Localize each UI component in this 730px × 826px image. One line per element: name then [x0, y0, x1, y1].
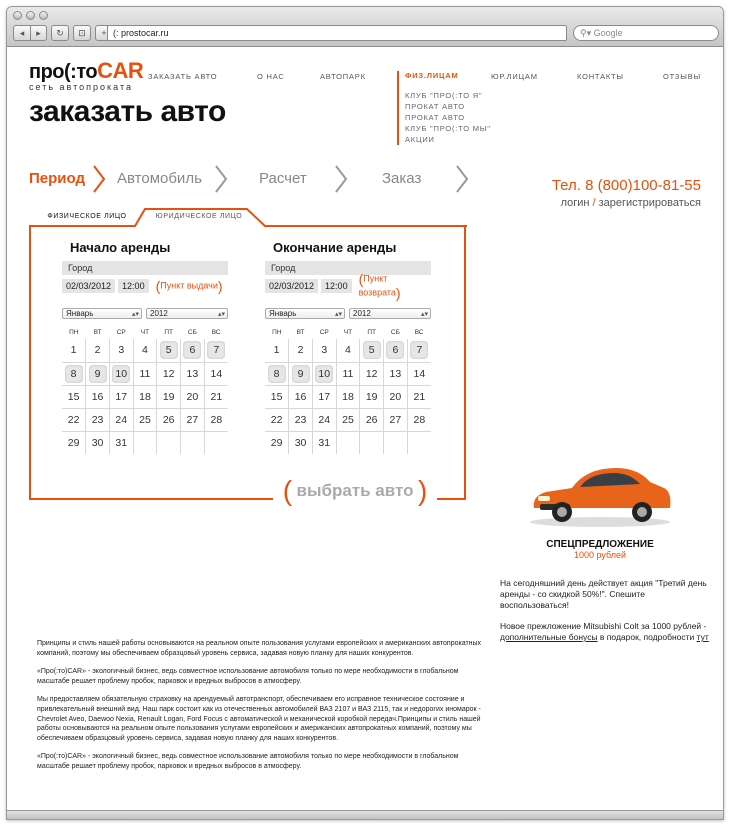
special-offer-title: СПЕЦПРЕДЛОЖЕНИЕ: [546, 539, 654, 550]
site-icon: (:: [113, 28, 119, 38]
calendar-empty-cell: [336, 431, 360, 454]
calendar-day[interactable]: 23: [289, 408, 313, 431]
login-link[interactable]: логин: [560, 197, 590, 209]
calendar-day[interactable]: 19: [157, 385, 181, 408]
back-button[interactable]: [13, 25, 30, 41]
calendar-day[interactable]: 1: [265, 339, 289, 362]
weekday-label: ВС: [414, 328, 424, 336]
return-point-link[interactable]: (Пункт возврата): [358, 271, 401, 301]
start-month-select[interactable]: Январь ▴▾: [62, 308, 142, 319]
zoom-window-button[interactable]: [39, 11, 48, 20]
calendar-day[interactable]: 18: [336, 385, 360, 408]
calendar-day[interactable]: 25: [133, 408, 157, 431]
car-image[interactable]: [520, 460, 680, 530]
search-input[interactable]: [573, 25, 719, 41]
register-link[interactable]: зарегистрироваться: [598, 197, 701, 209]
calendar-day[interactable]: 30: [86, 431, 110, 454]
auth-links: [561, 197, 701, 209]
calendar-week: [265, 408, 431, 431]
calendar-day[interactable]: 2: [86, 339, 110, 362]
promo-text-1: На сегодняшний день действует акция "Третий день аренды - со скидкой 50%!". Спешите воспользоваться!: [500, 578, 707, 610]
page-title: заказать авто: [29, 95, 226, 128]
client-type-tabs: [29, 207, 469, 227]
promo-text: На сегодняшний день действует акция "Третий день аренды - со скидкой 50%!". Спешите воспользоваться! Новое прежложение Mitsubishi Colt за 1000 рублей - дополнительные бонусы в подарок, подробности тут: [500, 578, 712, 643]
calendar-week: [265, 362, 431, 385]
order-steps: [29, 164, 489, 194]
paragraph: «Про(:то)CAR» - экологичный бизнес, ведь совместное использование автомобиля только по мере необходимости в глобальном масштабе решает проблему пробок, парковок и вредных выбросов в атмосферу.: [37, 753, 459, 770]
nav-individuals[interactable]: ФИЗ.ЛИЦАМ: [405, 71, 459, 80]
calendar-day[interactable]: 26: [157, 408, 181, 431]
calendar-empty-cell: [360, 431, 384, 454]
calendar-empty-cell: [407, 431, 431, 454]
calendar-day[interactable]: 2: [289, 339, 313, 362]
calendar-day[interactable]: 14: [204, 362, 228, 385]
details-link[interactable]: тут: [696, 632, 709, 642]
logo-part2: CAR: [97, 58, 144, 83]
window-bottom-bar: [7, 810, 723, 819]
plus-icon: +: [101, 28, 107, 38]
logo-subtitle: сеть автопроката: [29, 82, 133, 92]
weekday-label: ВС: [211, 328, 221, 336]
rental-period-panel: [29, 226, 466, 500]
calendar-day[interactable]: 11: [336, 362, 360, 385]
calendar-day[interactable]: 20: [384, 385, 408, 408]
calendar-day[interactable]: 29: [62, 431, 86, 454]
start-calendar: [62, 240, 228, 454]
select-arrow-icon: ▴▾: [131, 311, 139, 318]
end-city-field[interactable]: Город: [265, 261, 431, 275]
calendar-empty-cell: [157, 431, 181, 454]
weekday-label: ПТ: [367, 328, 376, 336]
select-arrow-icon: ▴▾: [217, 311, 225, 318]
browser-window: [6, 6, 724, 820]
weekday-label: ПН: [69, 328, 79, 336]
submenu-item[interactable]: КЛУБ "ПРО(:ТО МЫ": [405, 124, 491, 133]
close-window-button[interactable]: [13, 11, 22, 20]
submenu-item[interactable]: ПРОКАТ АВТО: [405, 102, 465, 111]
nav-contacts[interactable]: КОНТАКТЫ: [577, 72, 624, 81]
chevron-right-icon: [213, 164, 229, 194]
submenu-item[interactable]: ПРОКАТ АВТО: [405, 113, 465, 122]
weekday-label: ВТ: [93, 328, 102, 336]
calendar-day[interactable]: 9: [289, 362, 313, 385]
calendar-day[interactable]: 20: [181, 385, 205, 408]
nav-fleet[interactable]: АВТОПАРК: [320, 72, 366, 81]
calendar-day[interactable]: 5: [157, 339, 181, 362]
calendar-day[interactable]: 4: [336, 339, 360, 362]
auth-separator: /: [592, 197, 596, 209]
calendar-day[interactable]: 31: [312, 431, 336, 454]
choose-car-button[interactable]: ( выбрать авто ): [273, 477, 437, 507]
pickup-point-link[interactable]: (Пункт выдачи): [155, 278, 223, 294]
calendar-day[interactable]: 27: [181, 408, 205, 431]
minimize-window-button[interactable]: [26, 11, 35, 20]
end-calendar: [265, 240, 431, 454]
calendar-empty-cell: [181, 431, 205, 454]
calendar-day[interactable]: 22: [62, 408, 86, 431]
calendar-day[interactable]: 4: [133, 339, 157, 362]
nav-reviews[interactable]: ОТЗЫВЫ: [663, 72, 701, 81]
tabs-icon: ⊡: [78, 27, 86, 38]
calendar-day[interactable]: 21: [204, 385, 228, 408]
calendar-day[interactable]: 18: [133, 385, 157, 408]
end-title: Окончание аренды: [273, 240, 397, 255]
weekday-label: СБ: [187, 328, 197, 336]
calendar-day[interactable]: 10: [109, 362, 133, 385]
weekday-label: ПН: [272, 328, 282, 336]
individuals-submenu: [397, 71, 491, 145]
nav-order[interactable]: ЗАКАЗАТЬ АВТО: [148, 72, 218, 81]
calendar-week: [265, 385, 431, 408]
select-arrow-icon: ▴▾: [420, 311, 428, 318]
start-time-field[interactable]: 12:00: [118, 279, 149, 293]
calendar-day[interactable]: 10: [312, 362, 336, 385]
chevron-right-icon: [454, 164, 470, 194]
special-offer: [500, 460, 700, 560]
step-car[interactable]: Автомобиль: [117, 170, 202, 187]
reload-button[interactable]: [51, 25, 69, 41]
window-controls: [13, 11, 48, 20]
calendar-week: [62, 408, 228, 431]
calendar-day[interactable]: 31: [109, 431, 133, 454]
weekday-label: СБ: [390, 328, 400, 336]
calendar-day[interactable]: 11: [133, 362, 157, 385]
nav-about[interactable]: О НАС: [257, 72, 285, 81]
tabs-button[interactable]: [73, 25, 91, 41]
calendar-day[interactable]: 13: [181, 362, 205, 385]
calendar-empty-cell: [204, 431, 228, 454]
calendar-day[interactable]: 30: [289, 431, 313, 454]
calendar-day[interactable]: 24: [312, 408, 336, 431]
phone-number: Тел. 8 (800)100-81-55: [551, 177, 701, 194]
select-arrow-icon: ▴▾: [334, 311, 342, 318]
paragraph: Принципы и стиль нашей работы основываются на реальном опыте пользования услугами европейских и американских автопрокатных компаний, поэтому мы обеспечиваем образцовый уровень сервиса, задавая новую планку для наших конкурентов.: [37, 640, 482, 657]
calendar-day[interactable]: 16: [289, 385, 313, 408]
calendar-day[interactable]: 27: [384, 408, 408, 431]
calendar-day[interactable]: 29: [265, 431, 289, 454]
end-time-field[interactable]: 12:00: [321, 279, 352, 293]
logo[interactable]: [29, 58, 143, 92]
weekday-label: СР: [319, 328, 329, 336]
search-placeholder: Google: [593, 28, 623, 38]
start-city-field[interactable]: Город: [62, 261, 228, 275]
start-date-field[interactable]: 02/03/2012: [62, 279, 115, 293]
url-text: prostocar.ru: [121, 28, 169, 38]
about-text: [37, 639, 487, 781]
calendar-week: [265, 431, 431, 454]
calendar-day[interactable]: 8: [62, 362, 86, 385]
special-offer-price: 1000 рублей: [573, 550, 627, 560]
calendar-day[interactable]: 14: [407, 362, 431, 385]
end-calendar-grid: [265, 325, 431, 454]
chevron-right-icon: [91, 164, 107, 194]
weekday-label: ПТ: [164, 328, 173, 336]
calendar-day[interactable]: 17: [312, 385, 336, 408]
calendar-day[interactable]: 16: [86, 385, 110, 408]
calendar-day[interactable]: 3: [312, 339, 336, 362]
calendar-day[interactable]: 13: [384, 362, 408, 385]
calendar-week: [62, 431, 228, 454]
calendar-day[interactable]: 3: [109, 339, 133, 362]
calendar-day[interactable]: 9: [86, 362, 110, 385]
calendar-day[interactable]: 24: [109, 408, 133, 431]
browser-toolbar: [7, 7, 723, 47]
start-title: Начало аренды: [70, 240, 171, 255]
weekday-label: ЧТ: [140, 328, 150, 336]
calendar-day[interactable]: 22: [265, 408, 289, 431]
tab-legal[interactable]: ЮРИДИЧЕСКОЕ ЛИЦО: [155, 213, 243, 220]
end-year-select[interactable]: 2012 ▴▾: [349, 308, 431, 319]
end-date-field[interactable]: 02/03/2012: [265, 279, 318, 293]
page-content: [7, 48, 723, 818]
logo-part1: про(:то: [29, 61, 98, 83]
paragraph: Мы предоставляем обязательную страховку на арендуемый автотранспорт, обеспечиваем его исправное техническое состояние и привлекательный внешний вид. Наш парк состоит как из отечественных автомобилей ВАЗ 2107 и ВАЗ 2115, так и недорогих иномарок - Chevrolet Aveo, Daewoo Nexia, Renault Logan, Ford Focus с автоматической и механической коробкой передач.Принципы и стиль нашей работы основываются на реальном опыте пользования услугами европейских и американских автопрокатных компаний, поэтому мы обеспечиваем образцовый уровень сервиса, задавая новую планку для наших конкурентов.: [37, 696, 481, 742]
calendar-day[interactable]: 5: [360, 339, 384, 362]
calendar-week: [62, 362, 228, 385]
calendar-day[interactable]: 28: [204, 408, 228, 431]
calendar-day[interactable]: 17: [109, 385, 133, 408]
calendar-day[interactable]: 7: [204, 339, 228, 362]
calendar-day[interactable]: 26: [360, 408, 384, 431]
calendar-week: [265, 339, 431, 362]
tab-individual[interactable]: ФИЗИЧЕСКОЕ ЛИЦО: [47, 213, 127, 220]
address-bar[interactable]: [107, 25, 567, 41]
step-period[interactable]: Период: [29, 170, 85, 187]
bonus-link[interactable]: дополнительные бонусы: [500, 632, 598, 642]
calendar-day[interactable]: 12: [360, 362, 384, 385]
calendar-day[interactable]: 6: [384, 339, 408, 362]
end-month-select[interactable]: Январь ▴▾: [265, 308, 345, 319]
calendar-day[interactable]: 15: [265, 385, 289, 408]
calendar-day[interactable]: 15: [62, 385, 86, 408]
forward-icon: ▸: [36, 27, 41, 38]
start-year-select[interactable]: 2012 ▴▾: [146, 308, 228, 319]
weekday-label: ЧТ: [343, 328, 353, 336]
step-calc[interactable]: Расчет: [259, 170, 307, 187]
chevron-right-icon: [333, 164, 349, 194]
submenu-item[interactable]: АКЦИИ: [405, 135, 435, 144]
back-icon: ◂: [19, 27, 25, 38]
calendar-day[interactable]: 8: [265, 362, 289, 385]
weekday-label: ВТ: [296, 328, 305, 336]
step-order[interactable]: Заказ: [382, 170, 422, 187]
calendar-week: [62, 339, 228, 362]
search-icon: ⚲▾: [580, 28, 592, 38]
nav-buttons: [13, 25, 113, 41]
weekday-label: СР: [116, 328, 126, 336]
calendar-day[interactable]: 23: [86, 408, 110, 431]
calendar-empty-cell: [384, 431, 408, 454]
calendar-day[interactable]: 28: [407, 408, 431, 431]
calendar-day[interactable]: 19: [360, 385, 384, 408]
reload-icon: ↻: [56, 27, 64, 38]
calendar-day[interactable]: 21: [407, 385, 431, 408]
start-calendar-grid: [62, 325, 228, 454]
nav-legal[interactable]: ЮР.ЛИЦАМ: [491, 72, 538, 81]
calendar-day[interactable]: 6: [181, 339, 205, 362]
forward-button[interactable]: [30, 25, 47, 41]
calendar-week: [62, 385, 228, 408]
calendar-day[interactable]: 25: [336, 408, 360, 431]
calendar-day[interactable]: 1: [62, 339, 86, 362]
submenu-item[interactable]: КЛУБ "ПРО(:ТО Я": [405, 91, 483, 100]
calendar-day[interactable]: 12: [157, 362, 181, 385]
calendar-empty-cell: [133, 431, 157, 454]
calendar-day[interactable]: 7: [407, 339, 431, 362]
paragraph: «Про(:то)CAR» - экологичный бизнес, ведь совместное использование автомобиля только по мере необходимости в глобальном масштабе решает проблему пробок, парковок и вредных выбросов в атмосферу.: [37, 668, 459, 685]
